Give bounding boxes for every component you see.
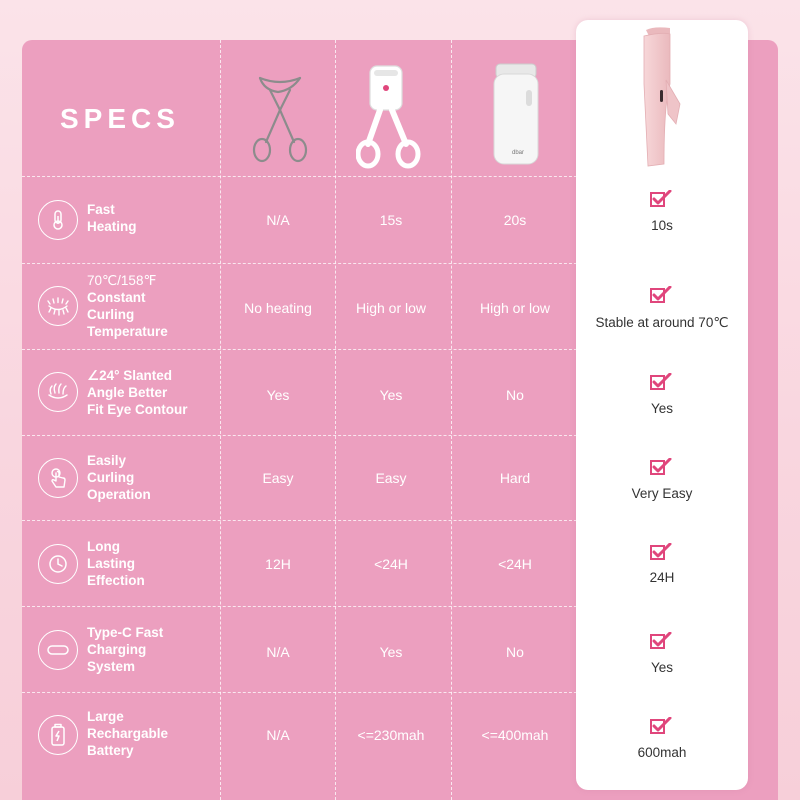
feature-label-line: Large [87,709,124,724]
product-image-featured-heated-curler [632,24,692,174]
feature-label-easy-curling [87,452,217,503]
featured-value: 600mah [637,745,687,760]
feature-label-line: Fast [87,202,115,217]
cell-value: Hard [499,470,531,486]
feature-label-line: Curling [87,307,135,322]
checkbox-check-icon [650,543,672,561]
row-divider [22,692,582,693]
cell-value: Yes [379,387,403,403]
cell-value: High or low [355,300,427,316]
eyelash-icon [38,286,78,326]
cell-value: <=230mah [357,727,425,743]
checkbox-check-icon [650,286,672,304]
row-divider [22,349,582,350]
featured-value: 10s [651,218,673,233]
feature-label-line: Constant [87,290,146,305]
cell-value: No [506,644,524,660]
touch-hand-icon [38,458,78,498]
cell-value: Easy [262,470,294,486]
feature-label-line: Lasting [87,556,136,571]
column-divider [451,40,452,800]
cell-value: <24H [498,556,532,572]
row-divider [22,606,582,607]
feature-label-line: Long [87,539,120,554]
cell-value: Yes [266,387,290,403]
checkbox-check-icon [650,717,672,735]
checkbox-check-icon [650,632,672,650]
feature-label-line: Fit Eye Contour [87,402,188,417]
specs-title: SPECS [60,103,180,134]
feature-label-line: Temperature [87,324,168,339]
cell-value: High or low [479,300,551,316]
cell-value: Easy [375,470,407,486]
cell-value: <24H [374,556,408,572]
row-divider [22,263,582,264]
feature-label-line: Type-C Fast [87,625,164,640]
feature-label-line: Rechargable [87,726,169,741]
featured-value: 24H [649,570,675,585]
product-image-manual-eyelash-curler [248,70,312,170]
usb-c-icon [38,630,78,670]
clock-icon [38,544,78,584]
thermometer-icon [38,200,78,240]
feature-label-line: Curling [87,470,135,485]
feature-label-line: 70℃/158℉ [87,273,157,288]
featured-value: Very Easy [631,486,693,501]
feature-label-type-c-charging [87,624,217,675]
cell-value: N/A [266,644,290,660]
feature-label-long-lasting [87,538,217,589]
column-divider [335,40,336,800]
feature-label-line: Operation [87,487,151,502]
feature-label-line: Battery [87,743,134,758]
feature-label-line: System [87,659,136,674]
cell-value: No heating [244,300,312,316]
feature-label-slanted-angle [87,367,217,418]
featured-value: Yes [650,660,674,675]
curled-lash-icon [38,372,78,412]
cell-value: Yes [379,644,403,660]
featured-value: Yes [650,401,674,416]
cell-value: 12H [265,556,291,572]
checkbox-check-icon [650,373,672,391]
feature-label-line: Angle Better [87,385,168,400]
checkbox-check-icon [650,190,672,208]
product-image-heated-comb-curler [488,60,544,168]
feature-label-line: Easily [87,453,127,468]
cell-value: 20s [503,212,527,228]
brand-text: dbar [512,150,525,156]
cell-value: N/A [266,212,290,228]
battery-icon [38,715,78,755]
cell-value: N/A [266,727,290,743]
cell-value: 15s [379,212,403,228]
feature-label-constant-temperature [87,272,217,340]
product-image-heated-clip-curler [356,62,426,172]
feature-label-fast-heating [87,201,217,235]
feature-label-line: Charging [87,642,147,657]
row-divider [22,520,582,521]
featured-value: Stable at around 70℃ [595,315,729,330]
feature-label-line: ∠24° Slanted [87,368,173,383]
row-divider [22,435,582,436]
checkbox-check-icon [650,458,672,476]
cell-value: No [506,387,524,403]
feature-label-battery [87,708,217,759]
row-divider [22,176,582,177]
cell-value: <=400mah [481,727,549,743]
feature-label-line: Effection [87,573,145,588]
feature-label-line: Heating [87,219,137,234]
column-divider [220,40,221,800]
